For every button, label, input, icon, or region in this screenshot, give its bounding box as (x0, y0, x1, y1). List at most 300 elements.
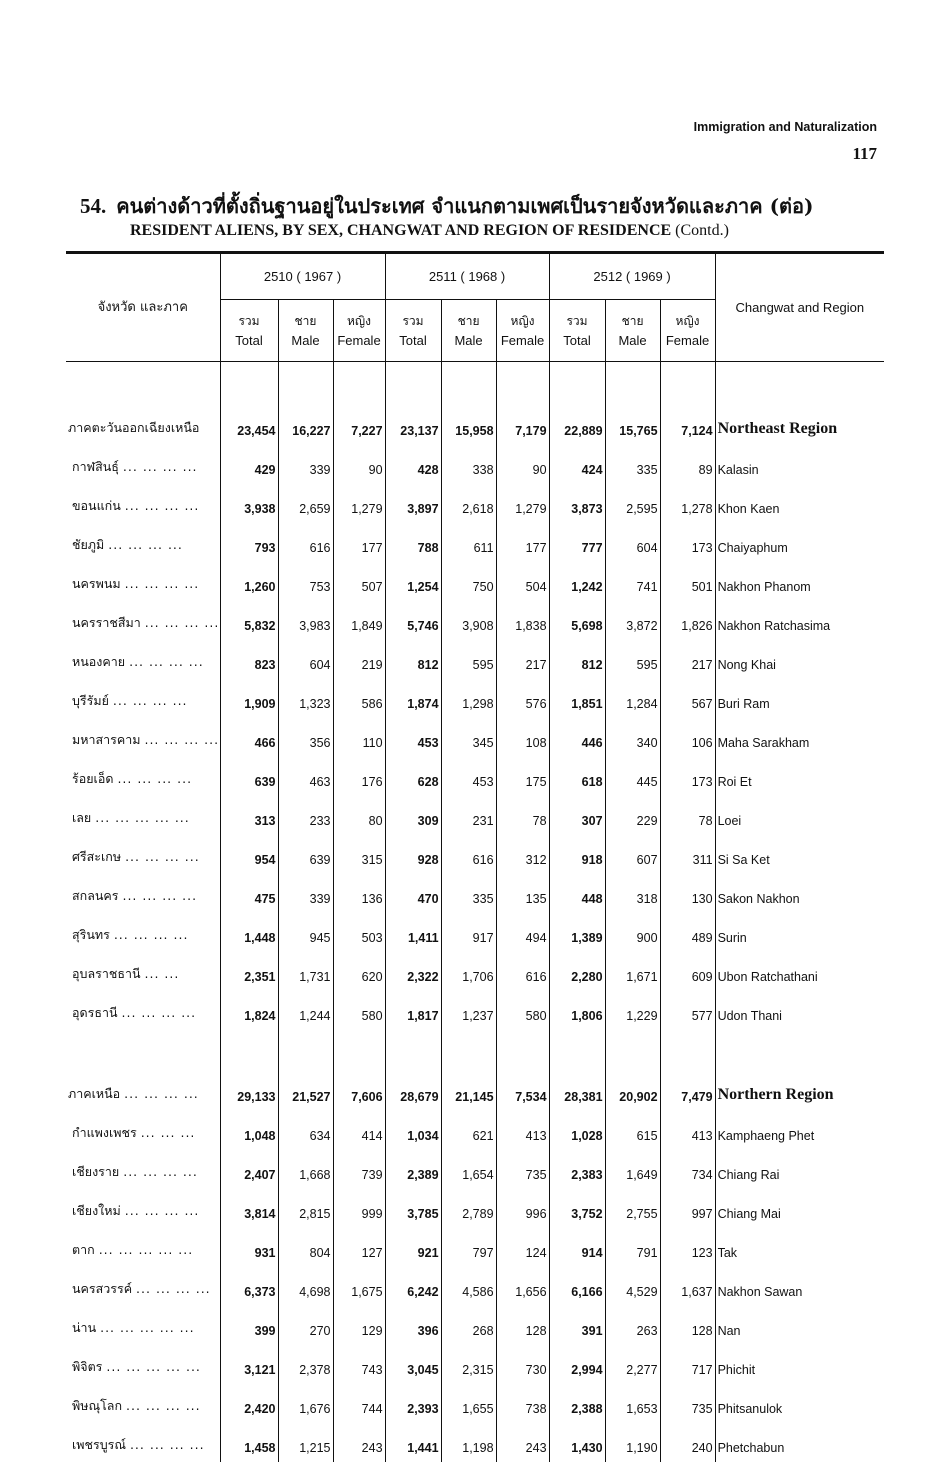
changwat-thai-name: บุรีรัมย์ (72, 693, 109, 708)
subheader-total-1968 (385, 300, 441, 362)
table-title-thai (80, 190, 880, 222)
value-male-cell: 1,244 (278, 991, 333, 1030)
value-male-cell: 229 (605, 796, 660, 835)
value-female-cell: 315 (333, 835, 385, 874)
value-female-cell: 504 (496, 562, 549, 601)
value-female-cell: 90 (333, 445, 385, 484)
title-english-text: RESIDENT ALIENS, BY SEX, CHANGWAT AND REGION OF RESIDENCE (130, 222, 671, 239)
value-total-cell: 2,322 (385, 952, 441, 991)
region-row (66, 406, 884, 445)
value-total-cell: 3,121 (220, 1345, 278, 1384)
value-total-cell: 22,889 (549, 406, 605, 445)
changwat-thai-name: ภาคเหนือ (68, 1086, 120, 1101)
value-female-cell: 106 (660, 718, 715, 757)
value-total-cell: 3,785 (385, 1189, 441, 1228)
changwat-thai-name: นครสวรรค์ (72, 1281, 132, 1296)
value-female-cell: 586 (333, 679, 385, 718)
subheader-total-1967 (220, 300, 278, 362)
value-female-cell: 7,479 (660, 1072, 715, 1111)
leader-dots: ... ... ... ... ... (106, 1359, 201, 1374)
value-female-cell: 1,656 (496, 1267, 549, 1306)
value-female-cell: 130 (660, 874, 715, 913)
changwat-english-name: Nakhon Ratchasima (715, 601, 884, 640)
changwat-thai-cell (66, 1072, 220, 1111)
changwat-thai-cell (66, 991, 220, 1030)
value-female-cell: 734 (660, 1150, 715, 1189)
value-female-cell: 414 (333, 1111, 385, 1150)
subheader-thai-label: รวม (552, 312, 603, 331)
value-female-cell: 136 (333, 874, 385, 913)
gap-cell (605, 1030, 660, 1072)
leader-dots: ... ... ... ... (126, 1398, 201, 1413)
changwat-english-name: Phetchabun (715, 1423, 884, 1462)
year-header-1967: 2510 ( 1967 ) (220, 253, 385, 300)
table-row (66, 835, 884, 874)
value-total-cell: 28,679 (385, 1072, 441, 1111)
table-row (66, 1423, 884, 1462)
value-female-cell: 219 (333, 640, 385, 679)
value-male-cell: 797 (441, 1228, 496, 1267)
value-total-cell: 3,938 (220, 484, 278, 523)
changwat-thai-cell (66, 952, 220, 991)
value-total-cell: 1,028 (549, 1111, 605, 1150)
changwat-thai-name: พิจิตร (72, 1359, 102, 1374)
leader-dots: ... ... ... ... (123, 1164, 198, 1179)
value-female-cell: 240 (660, 1423, 715, 1462)
value-total-cell: 1,806 (549, 991, 605, 1030)
spacer-cell (333, 362, 385, 407)
value-male-cell: 616 (441, 835, 496, 874)
value-female-cell: 744 (333, 1384, 385, 1423)
value-total-cell: 5,746 (385, 601, 441, 640)
changwat-thai-cell (66, 1111, 220, 1150)
value-male-cell: 2,659 (278, 484, 333, 523)
gap-row (66, 1030, 884, 1072)
value-female-cell: 580 (496, 991, 549, 1030)
gap-cell (333, 1030, 385, 1072)
value-total-cell: 2,420 (220, 1384, 278, 1423)
leader-dots: ... ... ... ... (125, 849, 200, 864)
subheader-english-label: Female (336, 331, 383, 350)
page-number: 117 (852, 144, 877, 164)
value-male-cell: 1,655 (441, 1384, 496, 1423)
table-number: 54. (80, 194, 106, 218)
value-male-cell: 4,529 (605, 1267, 660, 1306)
value-male-cell: 15,765 (605, 406, 660, 445)
value-total-cell: 2,407 (220, 1150, 278, 1189)
leader-dots: ... ... ... ... (108, 537, 183, 552)
changwat-english-name: Si Sa Ket (715, 835, 884, 874)
value-total-cell: 6,166 (549, 1267, 605, 1306)
value-female-cell: 129 (333, 1306, 385, 1345)
gap-cell (496, 1030, 549, 1072)
value-total-cell: 23,137 (385, 406, 441, 445)
value-female-cell: 89 (660, 445, 715, 484)
value-male-cell: 1,649 (605, 1150, 660, 1189)
changwat-english-name: Surin (715, 913, 884, 952)
value-female-cell: 128 (660, 1306, 715, 1345)
leader-dots: ... ... ... ... ... (99, 1242, 194, 1257)
value-total-cell: 1,430 (549, 1423, 605, 1462)
changwat-thai-name: เชียงใหม่ (72, 1203, 121, 1218)
value-total-cell: 2,994 (549, 1345, 605, 1384)
value-female-cell: 7,124 (660, 406, 715, 445)
leader-dots: ... ... ... ... (130, 1437, 205, 1452)
changwat-thai-cell (66, 445, 220, 484)
changwat-english-name: Khon Kaen (715, 484, 884, 523)
value-male-cell: 634 (278, 1111, 333, 1150)
value-female-cell: 243 (333, 1423, 385, 1462)
table-row (66, 484, 884, 523)
value-female-cell: 997 (660, 1189, 715, 1228)
table-row (66, 1189, 884, 1228)
spacer-cell (441, 362, 496, 407)
changwat-thai-name: ขอนแก่น (72, 498, 121, 513)
value-male-cell: 750 (441, 562, 496, 601)
gap-cell (549, 1030, 605, 1072)
value-female-cell: 217 (660, 640, 715, 679)
value-female-cell: 739 (333, 1150, 385, 1189)
table-row (66, 1306, 884, 1345)
table-row (66, 913, 884, 952)
changwat-thai-name: ชัยภูมิ (72, 537, 104, 552)
leader-dots: ... ... ... ... (123, 459, 198, 474)
value-total-cell: 793 (220, 523, 278, 562)
value-female-cell: 717 (660, 1345, 715, 1384)
spacer-cell (715, 362, 884, 407)
changwat-english-name: Nakhon Phanom (715, 562, 884, 601)
table-row (66, 523, 884, 562)
value-total-cell: 475 (220, 874, 278, 913)
table-row (66, 1150, 884, 1189)
value-female-cell: 110 (333, 718, 385, 757)
value-total-cell: 823 (220, 640, 278, 679)
subheader-english-label: Total (388, 331, 439, 350)
value-male-cell: 1,198 (441, 1423, 496, 1462)
value-total-cell: 2,393 (385, 1384, 441, 1423)
value-total-cell: 424 (549, 445, 605, 484)
value-total-cell: 639 (220, 757, 278, 796)
value-male-cell: 21,145 (441, 1072, 496, 1111)
spacer-cell (66, 362, 220, 407)
gap-cell (220, 1030, 278, 1072)
changwat-english-name: Buri Ram (715, 679, 884, 718)
changwat-english-name: Chiang Mai (715, 1189, 884, 1228)
subheader-thai-label: หญิง (499, 312, 547, 331)
value-total-cell: 29,133 (220, 1072, 278, 1111)
subheader-thai-label: ชาย (281, 312, 331, 331)
value-total-cell: 5,832 (220, 601, 278, 640)
spacer-row (66, 362, 884, 407)
value-total-cell: 2,383 (549, 1150, 605, 1189)
leader-dots: ... ... ... ... (145, 615, 220, 630)
value-female-cell: 1,826 (660, 601, 715, 640)
value-total-cell: 28,381 (549, 1072, 605, 1111)
changwat-english-name: Nakhon Sawan (715, 1267, 884, 1306)
value-male-cell: 595 (441, 640, 496, 679)
value-female-cell: 1,675 (333, 1267, 385, 1306)
value-male-cell: 607 (605, 835, 660, 874)
table-row (66, 1111, 884, 1150)
spacer-cell (496, 362, 549, 407)
value-male-cell: 4,586 (441, 1267, 496, 1306)
changwat-english-name: Kamphaeng Phet (715, 1111, 884, 1150)
value-total-cell: 1,851 (549, 679, 605, 718)
changwat-english-name: Phitsanulok (715, 1384, 884, 1423)
value-total-cell: 628 (385, 757, 441, 796)
value-female-cell: 413 (496, 1111, 549, 1150)
value-female-cell: 7,534 (496, 1072, 549, 1111)
changwat-english-name: Nan (715, 1306, 884, 1345)
table-row (66, 1228, 884, 1267)
changwat-thai-name: กาฬสินธุ์ (72, 459, 119, 474)
changwat-english-name: Udon Thani (715, 991, 884, 1030)
gap-cell (660, 1030, 715, 1072)
changwat-english-name: Northeast Region (715, 406, 884, 445)
changwat-english-name: Loei (715, 796, 884, 835)
value-male-cell: 1,706 (441, 952, 496, 991)
changwat-thai-cell (66, 406, 220, 445)
value-male-cell: 604 (278, 640, 333, 679)
changwat-thai-cell (66, 484, 220, 523)
changwat-english-name: Kalasin (715, 445, 884, 484)
changwat-english-name: Phichit (715, 1345, 884, 1384)
value-total-cell: 914 (549, 1228, 605, 1267)
value-total-cell: 470 (385, 874, 441, 913)
value-total-cell: 918 (549, 835, 605, 874)
value-female-cell: 311 (660, 835, 715, 874)
value-male-cell: 463 (278, 757, 333, 796)
value-male-cell: 616 (278, 523, 333, 562)
leader-dots: ... ... ... ... (114, 927, 189, 942)
value-total-cell: 448 (549, 874, 605, 913)
value-female-cell: 1,279 (333, 484, 385, 523)
value-total-cell: 1,448 (220, 913, 278, 952)
value-female-cell: 177 (496, 523, 549, 562)
value-female-cell: 7,606 (333, 1072, 385, 1111)
table-row (66, 1384, 884, 1423)
value-male-cell: 595 (605, 640, 660, 679)
value-total-cell: 1,909 (220, 679, 278, 718)
table-row (66, 991, 884, 1030)
spacer-cell (278, 362, 333, 407)
value-total-cell: 3,045 (385, 1345, 441, 1384)
value-female-cell: 1,279 (496, 484, 549, 523)
subheader-female-1968 (496, 300, 549, 362)
column-header-changwat-thai: จังหวัด และภาค (66, 253, 220, 362)
changwat-thai-cell (66, 640, 220, 679)
changwat-english-name: Northern Region (715, 1072, 884, 1111)
value-female-cell: 996 (496, 1189, 549, 1228)
value-male-cell: 16,227 (278, 406, 333, 445)
changwat-thai-name: เลย (72, 810, 91, 825)
value-male-cell: 1,298 (441, 679, 496, 718)
subheader-english-label: Male (608, 331, 658, 350)
value-total-cell: 6,373 (220, 1267, 278, 1306)
value-male-cell: 1,676 (278, 1384, 333, 1423)
value-total-cell: 1,411 (385, 913, 441, 952)
table-row (66, 445, 884, 484)
leader-dots: ... ... ... ... (125, 576, 200, 591)
gap-cell (715, 1030, 884, 1072)
value-female-cell: 413 (660, 1111, 715, 1150)
spacer-cell (660, 362, 715, 407)
spacer-cell (605, 362, 660, 407)
value-female-cell: 1,637 (660, 1267, 715, 1306)
value-female-cell: 1,278 (660, 484, 715, 523)
table-row (66, 718, 884, 757)
year-header-1968: 2511 ( 1968 ) (385, 253, 549, 300)
value-total-cell: 466 (220, 718, 278, 757)
value-male-cell: 3,908 (441, 601, 496, 640)
leader-dots: ... ... ... ... (122, 888, 197, 903)
value-total-cell: 921 (385, 1228, 441, 1267)
value-male-cell: 639 (278, 835, 333, 874)
value-female-cell: 127 (333, 1228, 385, 1267)
leader-dots: ... ... ... (141, 1125, 196, 1140)
value-female-cell: 620 (333, 952, 385, 991)
leader-dots: ... ... ... ... (113, 693, 188, 708)
value-male-cell: 270 (278, 1306, 333, 1345)
value-male-cell: 231 (441, 796, 496, 835)
table-body (66, 362, 884, 1462)
title-thai-text: คนต่างด้าวที่ตั้งถิ่นฐานอยู่ในประเทศ จำแนกตามเพศเป็นรายจังหวัดและภาค (ต่อ) (116, 194, 813, 218)
value-total-cell: 1,242 (549, 562, 605, 601)
value-male-cell: 1,653 (605, 1384, 660, 1423)
changwat-thai-cell (66, 1306, 220, 1345)
changwat-thai-name: สกลนคร (72, 888, 118, 903)
value-male-cell: 753 (278, 562, 333, 601)
changwat-thai-cell (66, 874, 220, 913)
value-total-cell: 428 (385, 445, 441, 484)
value-female-cell: 135 (496, 874, 549, 913)
value-female-cell: 743 (333, 1345, 385, 1384)
value-female-cell: 1,849 (333, 601, 385, 640)
spacer-cell (220, 362, 278, 407)
column-header-changwat-english: Changwat and Region (715, 253, 884, 362)
value-male-cell: 335 (441, 874, 496, 913)
subheader-thai-label: ชาย (444, 312, 494, 331)
subheader-thai-label: รวม (223, 312, 276, 331)
value-total-cell: 1,458 (220, 1423, 278, 1462)
value-total-cell: 1,048 (220, 1111, 278, 1150)
value-total-cell: 1,389 (549, 913, 605, 952)
value-female-cell: 730 (496, 1345, 549, 1384)
value-male-cell: 3,983 (278, 601, 333, 640)
subheader-male-1967 (278, 300, 333, 362)
gap-cell (278, 1030, 333, 1072)
year-header-1969: 2512 ( 1969 ) (549, 253, 715, 300)
value-total-cell: 3,897 (385, 484, 441, 523)
value-female-cell: 7,227 (333, 406, 385, 445)
table-row (66, 757, 884, 796)
value-female-cell: 609 (660, 952, 715, 991)
value-total-cell: 931 (220, 1228, 278, 1267)
title-contd: (Contd.) (675, 222, 729, 239)
value-total-cell: 396 (385, 1306, 441, 1345)
changwat-thai-cell (66, 1423, 220, 1462)
value-male-cell: 2,618 (441, 484, 496, 523)
value-male-cell: 1,229 (605, 991, 660, 1030)
changwat-thai-cell (66, 913, 220, 952)
table-row (66, 679, 884, 718)
value-male-cell: 339 (278, 874, 333, 913)
value-male-cell: 1,731 (278, 952, 333, 991)
value-male-cell: 453 (441, 757, 496, 796)
value-female-cell: 80 (333, 796, 385, 835)
table-row (66, 952, 884, 991)
value-female-cell: 128 (496, 1306, 549, 1345)
leader-dots: ... ... ... ... (129, 654, 204, 669)
changwat-thai-name: อุบลราชธานี (72, 966, 141, 981)
table-row (66, 601, 884, 640)
value-male-cell: 615 (605, 1111, 660, 1150)
value-total-cell: 1,824 (220, 991, 278, 1030)
spacer-cell (549, 362, 605, 407)
changwat-thai-name: น่าน (72, 1320, 96, 1335)
value-female-cell: 735 (660, 1384, 715, 1423)
value-male-cell: 604 (605, 523, 660, 562)
value-total-cell: 313 (220, 796, 278, 835)
table-header (66, 253, 884, 362)
value-male-cell: 917 (441, 913, 496, 952)
subheader-female-1967 (333, 300, 385, 362)
value-male-cell: 356 (278, 718, 333, 757)
changwat-english-name: Chaiyaphum (715, 523, 884, 562)
leader-dots: ... ... ... ... (125, 498, 200, 513)
subheader-female-1969 (660, 300, 715, 362)
value-male-cell: 1,190 (605, 1423, 660, 1462)
value-female-cell: 507 (333, 562, 385, 601)
subheader-total-1969 (549, 300, 605, 362)
gap-cell (441, 1030, 496, 1072)
value-male-cell: 20,902 (605, 1072, 660, 1111)
value-female-cell: 735 (496, 1150, 549, 1189)
value-female-cell: 173 (660, 523, 715, 562)
changwat-english-name: Nong Khai (715, 640, 884, 679)
subheader-english-label: Female (663, 331, 713, 350)
changwat-thai-cell (66, 523, 220, 562)
changwat-thai-name: นครพนม (72, 576, 121, 591)
leader-dots: ... ... ... ... (125, 1203, 200, 1218)
value-male-cell: 335 (605, 445, 660, 484)
gap-cell (385, 1030, 441, 1072)
value-male-cell: 791 (605, 1228, 660, 1267)
changwat-english-name: Tak (715, 1228, 884, 1267)
subheader-thai-label: รวม (388, 312, 439, 331)
subheader-english-label: Total (552, 331, 603, 350)
subheader-thai-label: ชาย (608, 312, 658, 331)
table-row (66, 796, 884, 835)
changwat-thai-cell (66, 1345, 220, 1384)
value-male-cell: 945 (278, 913, 333, 952)
value-female-cell: 494 (496, 913, 549, 952)
value-male-cell: 345 (441, 718, 496, 757)
value-total-cell: 777 (549, 523, 605, 562)
value-male-cell: 1,654 (441, 1150, 496, 1189)
value-total-cell: 3,752 (549, 1189, 605, 1228)
changwat-thai-cell (66, 1150, 220, 1189)
leader-dots: ... ... ... ... ... (100, 1320, 195, 1335)
changwat-english-name: Sakon Nakhon (715, 874, 884, 913)
value-male-cell: 318 (605, 874, 660, 913)
subheader-male-1969 (605, 300, 660, 362)
value-total-cell: 1,441 (385, 1423, 441, 1462)
value-female-cell: 124 (496, 1228, 549, 1267)
value-female-cell: 177 (333, 523, 385, 562)
value-male-cell: 2,789 (441, 1189, 496, 1228)
value-male-cell: 340 (605, 718, 660, 757)
